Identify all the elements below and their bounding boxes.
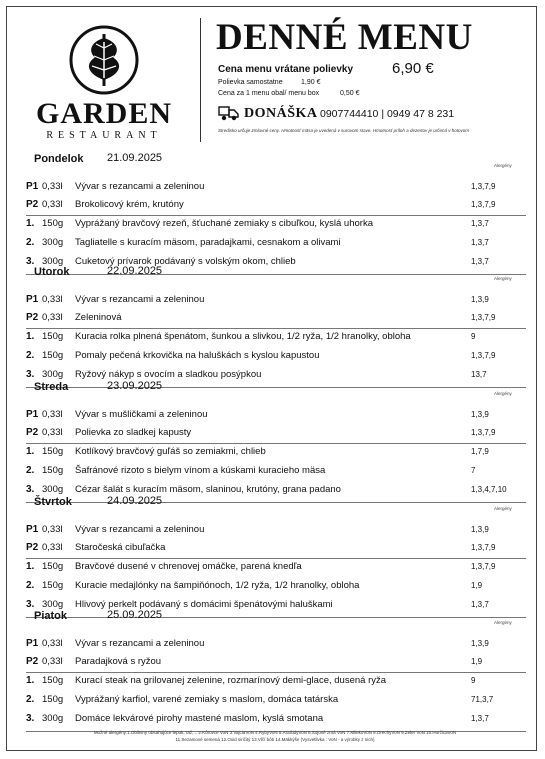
menu-item [0,675,545,689]
item-code: 1. [26,218,35,229]
item-allergens: 1,3,7,9 [471,428,496,437]
item-allergens: 1,9 [471,581,483,590]
item-quantity: 0,33l [42,409,63,420]
menu-item [0,599,545,613]
menu-item [0,218,545,232]
item-allergens: 1,3,9 [471,639,489,648]
item-description: Vývar s mušličkami a zeleninou [75,409,208,420]
item-quantity: 150g [42,580,64,591]
item-allergens: 1,3,7,9 [471,562,496,571]
item-quantity: 300g [42,713,64,724]
item-allergens: 71,3,7 [471,695,494,704]
menu-item [0,713,545,727]
item-allergens: 1,3,7,9 [471,543,496,552]
day-divider [26,617,526,618]
day-divider [26,502,526,503]
item-quantity: 150g [42,218,64,229]
item-code: 1. [26,446,35,457]
item-code: 3. [26,369,35,380]
item-allergens: 9 [471,676,476,685]
item-allergens: 1,3,7,9 [471,200,496,209]
item-quantity: 150g [42,350,64,361]
item-allergens: 1,3,7 [471,219,489,228]
day-date: 25.09.2025 [107,609,163,621]
item-quantity: 150g [42,331,64,342]
item-allergens: 1,7,9 [471,447,489,456]
menu-item [0,331,545,345]
item-quantity: 0,33l [42,312,63,323]
item-allergens: 1,3,4,7,10 [471,485,507,494]
delivery-icon [218,104,240,122]
delivery-phone: 0907744410 | 0949 47 8 231 [320,108,455,120]
item-code: P2 [26,427,39,438]
item-quantity: 0,33l [42,181,63,192]
item-description: Polievka zo sladkej kapusty [75,427,192,438]
menu-item [0,465,545,479]
allergens-header: Alergény [494,391,512,396]
item-code: P1 [26,409,39,420]
item-allergens: 1,3,9 [471,410,489,419]
item-code: 2. [26,350,35,361]
menu-item [0,409,545,423]
item-allergens: 1,3,7,9 [471,351,496,360]
item-allergens: 13,7 [471,370,487,379]
day-date: 23.09.2025 [107,380,163,392]
item-code: P2 [26,542,39,553]
item-description: Brokolicový krém, krutóny [75,199,184,210]
item-code: P1 [26,181,39,192]
item-quantity: 300g [42,369,64,380]
item-code: 3. [26,256,35,267]
day-divider [26,274,526,275]
item-code: P2 [26,656,39,667]
item-description: Vývar s rezancami a zeleninou [75,294,205,305]
item-allergens: 1,3,7 [471,257,489,266]
item-quantity: 300g [42,484,64,495]
item-code: 2. [26,694,35,705]
item-description: Vývar s rezancami a zeleninou [75,181,205,192]
menu-item [0,199,545,213]
item-allergens: 1,3,9 [471,525,489,534]
allergens-header: Alergény [494,276,512,281]
item-description: Staročeská cibuľačka [75,542,166,553]
menu-item [0,484,545,498]
day-name: Pondelok [34,153,84,165]
item-allergens: 7 [471,466,476,475]
day-date: 24.09.2025 [107,495,163,507]
section-divider [26,328,526,329]
item-code: P2 [26,199,39,210]
logo-subtitle: RESTAURANT [46,130,162,141]
item-description: Kotlíkový bravčový guľáš so zemiakmi, chlieb [75,446,266,457]
item-allergens: 1,3,9 [471,295,489,304]
item-description: Vyprážaný karfiol, varené zemiaky s maslom, domáca tatárska [75,694,339,705]
item-code: P1 [26,294,39,305]
header-divider [200,18,201,142]
item-description: Kuracia rolka plnená špenátom, šunkou a slivkou, 1/2 ryža, 1/2 hranolky, obloha [75,331,411,342]
item-description: Vyprážaný bravčový rezeň, šťuchané zemiaky s cibuľkou, kyslá uhorka [75,218,373,229]
item-description: Vývar s rezancami a zeleninou [75,638,205,649]
box-label: Cena za 1 menu obal/ menu box [218,90,320,97]
soup-only-label: Polievka samostatne [218,79,283,86]
item-allergens: 1,9 [471,657,483,666]
item-allergens: 1,3,7 [471,714,489,723]
item-allergens: 1,3,7,9 [471,182,496,191]
item-description: Pomaly pečená krkovička na haluškách s kyslou kapustou [75,350,320,361]
menu-item [0,524,545,538]
section-divider [26,672,526,673]
menu-item [0,638,545,652]
item-quantity: 0,33l [42,638,63,649]
item-code: 3. [26,599,35,610]
day-date: 21.09.2025 [107,152,163,164]
item-description: Domáce lekvárové pirohy mastené maslom, kyslá smotana [75,713,324,724]
item-allergens: 1,3,7,9 [471,313,496,322]
box-price: 0,50 € [340,90,360,97]
menu-item [0,350,545,364]
item-allergens: 1,3,7 [471,600,489,609]
item-code: 3. [26,713,35,724]
item-quantity: 0,33l [42,542,63,553]
item-description: Šafránové rizoto s bielym vínom a kúskami kuracieho mäsa [75,465,326,476]
allergens-header: Alergény [494,620,512,625]
item-quantity: 150g [42,465,64,476]
menu-item [0,312,545,326]
delivery-label: DONÁŠKA [244,106,318,121]
allergens-header: Alergény [494,506,512,511]
item-description: Tagliatelle s kuracím mäsom, paradajkami, cesnakom a olivami [75,237,341,248]
menu-item [0,427,545,441]
item-code: 1. [26,561,35,572]
menu-item [0,656,545,670]
price-label: Cena menu vrátane polievky [218,64,354,75]
item-quantity: 300g [42,237,64,248]
item-description: Paradajková s ryžou [75,656,162,667]
item-quantity: 0,33l [42,199,63,210]
item-code: 1. [26,675,35,686]
menu-item [0,369,545,383]
section-divider [26,215,526,216]
section-divider [26,558,526,559]
menu-item [0,694,545,708]
item-quantity: 150g [42,446,64,457]
menu-item [0,256,545,270]
day-date: 22.09.2025 [107,265,163,277]
menu-item [0,181,545,195]
item-quantity: 300g [42,599,64,610]
item-quantity: 0,33l [42,427,63,438]
item-quantity: 300g [42,256,64,267]
item-quantity: 150g [42,561,64,572]
menu-item [0,542,545,556]
section-divider [26,443,526,444]
day-name: Streda [34,381,69,393]
item-quantity: 0,33l [42,294,63,305]
item-quantity: 0,33l [42,656,63,667]
item-description: Ryžový nákyp s ovocím a sladkou posýpkou [75,369,262,380]
item-allergens: 1,3,7 [471,238,489,247]
menu-item [0,580,545,594]
item-quantity: 0,33l [42,524,63,535]
menu-item [0,294,545,308]
item-description: Kuracie medajlónky na šampiňónoch, 1/2 ryža, 1/2 hranolky, obloha [75,580,360,591]
day-name: Štvrtok [34,496,72,508]
allergen-legend-line: 11.Sezamové semená 12.Oxid siričitý 13.Vlčí bôb 14.Mäkkýše (Vysvetlivka : VoN - a výrobky z nich) [175,737,375,742]
allergen-legend [40,729,510,743]
item-description: Kurací steak na grilovanej zelenine, rozmarínový demi-glace, dusená ryža [75,675,387,686]
menu-price: 6,90 € [392,60,434,77]
day-name: Piatok [34,610,68,622]
item-quantity: 150g [42,675,64,686]
restaurant-logo [34,24,174,141]
menu-item [0,237,545,251]
logo-name: GARDEN [35,97,172,130]
item-allergens: 9 [471,332,476,341]
item-code: P1 [26,524,39,535]
item-code: P1 [26,638,39,649]
item-quantity: 150g [42,694,64,705]
allergen-legend-line: Možné alergény:1.Obilniny obsahujúce lepok, raž,... 2.Kôrovce VoN 3.VajciaVoN 4.RybyVoN 5.AraŠidyVoN 6.Sojové zrná VoN 7.MliekoVoN 8.OrechyVoN 9.Zeler VoN 10.HorčicaVoN [93,730,457,735]
menu-item [0,446,545,460]
garden-emblem-icon [68,24,140,96]
day-name: Utorok [34,266,70,278]
soup-only-price: 1,90 € [301,79,321,86]
item-code: 3. [26,484,35,495]
item-description: Zeleninová [75,312,122,323]
item-code: P2 [26,312,39,323]
day-divider [26,387,526,388]
item-description: Bravčové dusené v chrenovej omáčke, parená knedľa [75,561,302,572]
allergens-header: Alergény [494,163,512,168]
item-description: Vývar s rezancami a zeleninou [75,524,205,535]
item-description: Cézar šalát s kuracím mäsom, slaninou, krutóny, grana padano [75,484,341,495]
item-code: 1. [26,331,35,342]
page-title: DENNÉ MENU [216,17,473,58]
menu-item [0,561,545,575]
fineprint: Stredisko určuje zmluvné ceny. Hmotnosť mäsa je uvedená v surovom stave. Hmotnosť príloh a dezertov je určená v hotovom [218,128,469,133]
item-description: Cuketový prívarok podávaný s volským okom, chlieb [75,256,296,267]
item-code: 2. [26,465,35,476]
item-code: 2. [26,237,35,248]
item-code: 2. [26,580,35,591]
item-description: Hlivový perkelt podávaný s domácimi špenátovými haluškami [75,599,333,610]
